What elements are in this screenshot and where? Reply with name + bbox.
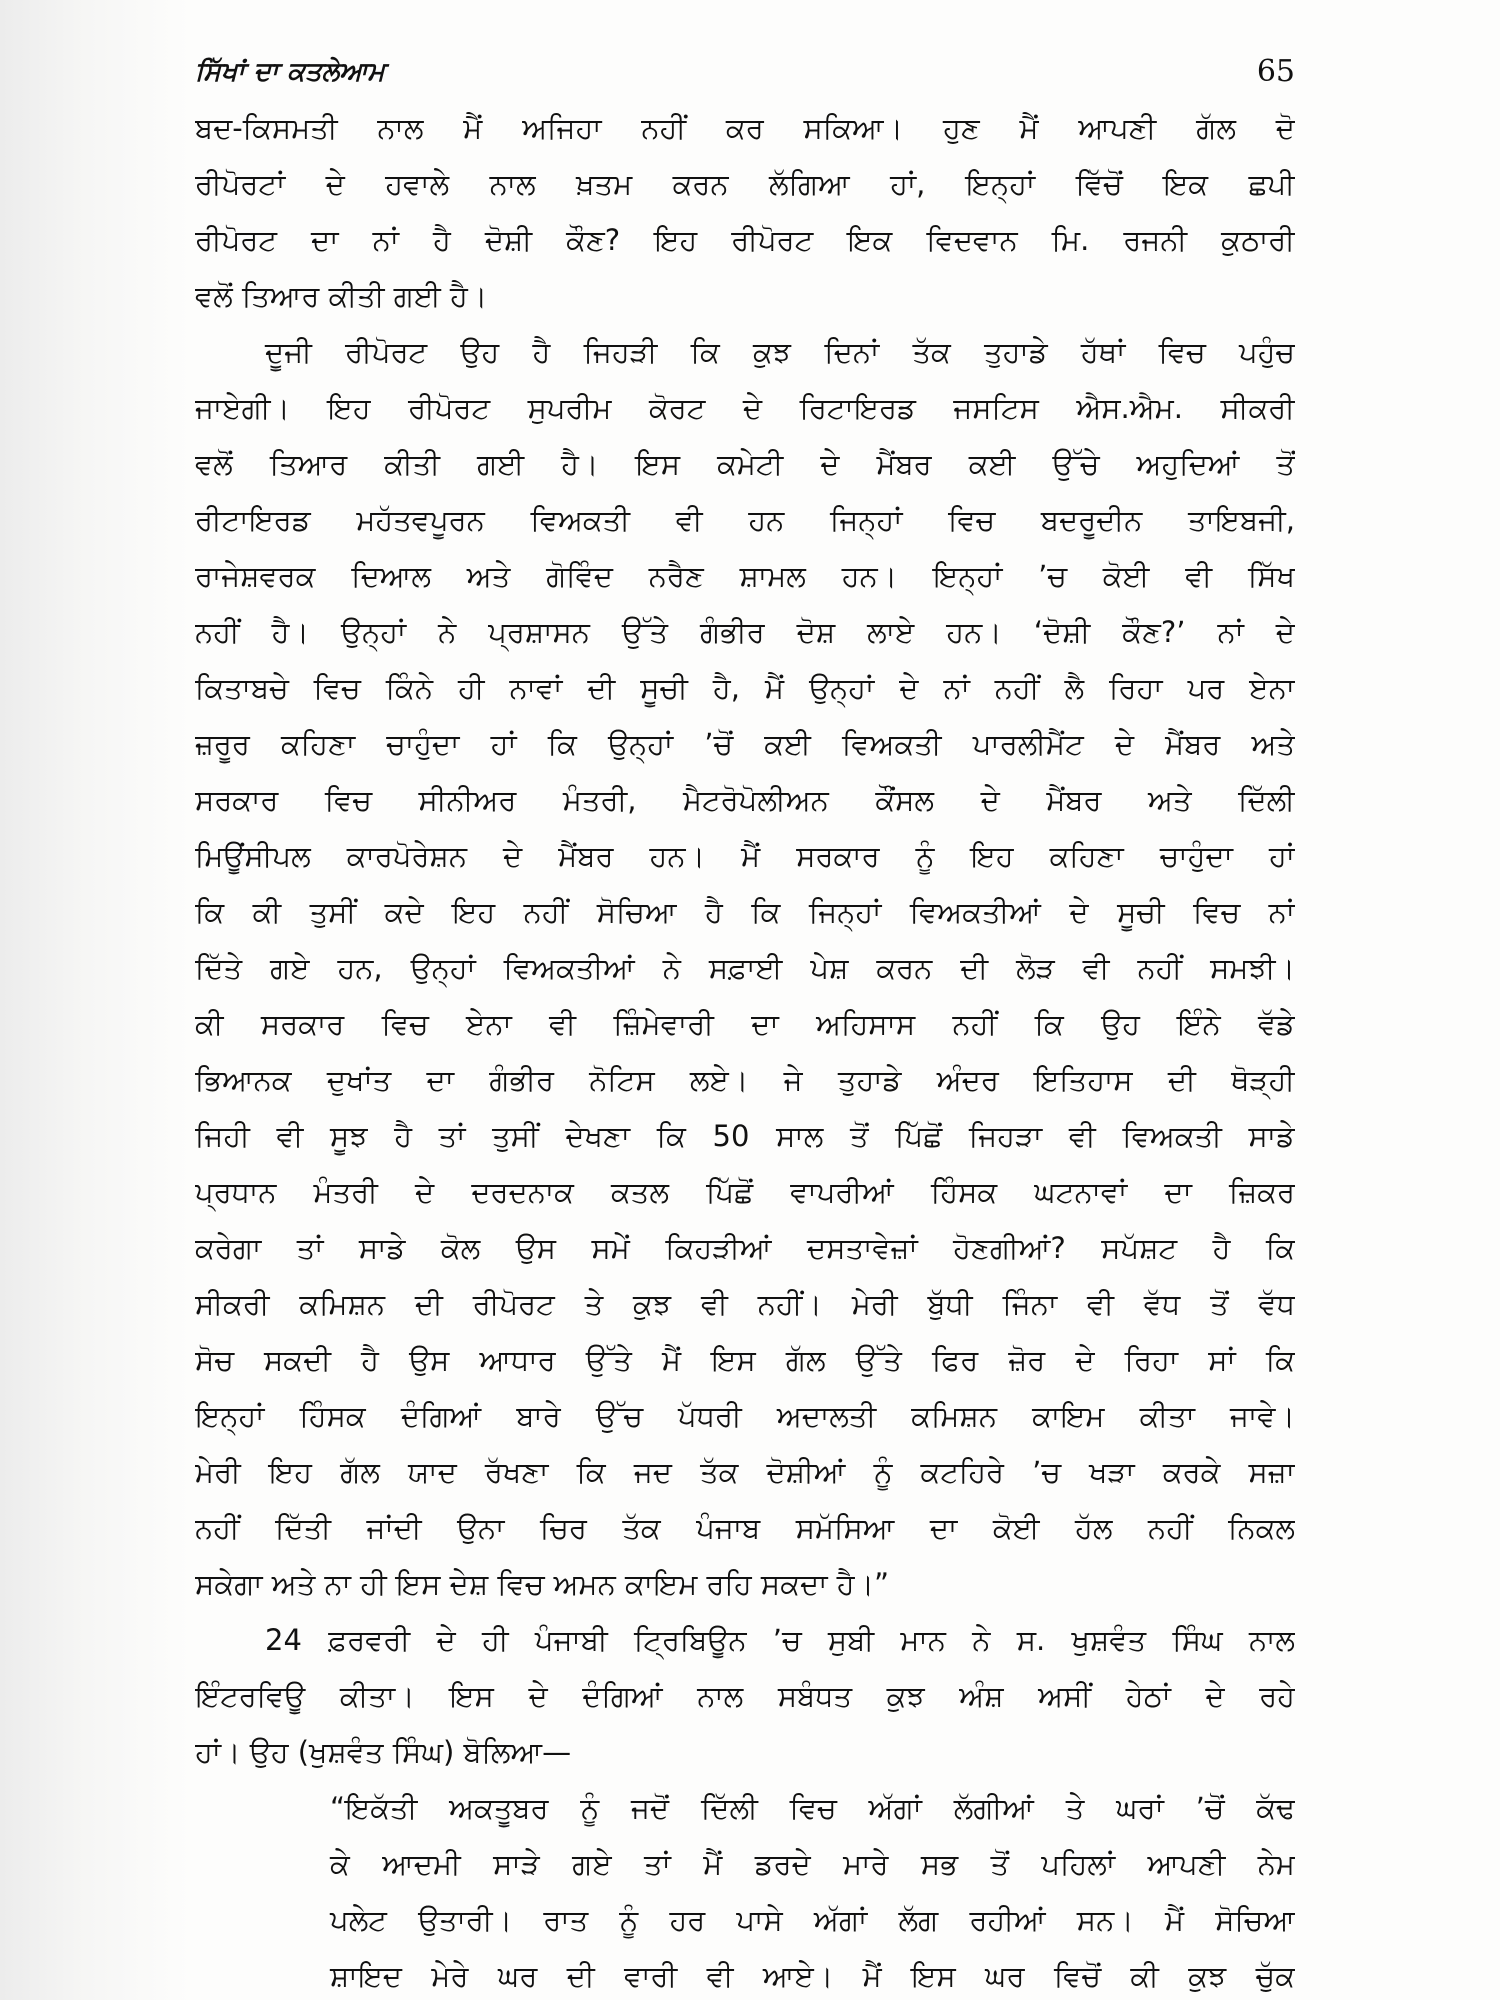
text-line: ਕਿ ਕੀ ਤੁਸੀਂ ਕਦੇ ਇਹ ਨਹੀਂ ਸੋਚਿਆ ਹੈ ਕਿ ਜਿਨ੍ਹਾਂ ਵਿਅਕਤੀਆਂ ਦੇ ਸੂਚੀ ਵਿਚ ਨਾਂ — [195, 895, 1295, 929]
text-line: ਦਿੱਤੇ ਗਏ ਹਨ, ਉਨ੍ਹਾਂ ਵਿਅਕਤੀਆਂ ਨੇ ਸਫ਼ਾਈ ਪੇਸ਼ ਕਰਨ ਦੀ ਲੋੜ ਵੀ ਨਹੀਂ ਸਮਝੀ। — [195, 951, 1295, 985]
quote-line: ਪਲੇਟ ਉਤਾਰੀ। ਰਾਤ ਨੂੰ ਹਰ ਪਾਸੇ ਅੱਗਾਂ ਲੱਗ ਰਹੀਆਂ ਸਨ। ਮੈਂ ਸੋਚਿਆ — [330, 1903, 1295, 1937]
text-line: ਵਲੋਂ ਤਿਆਰ ਕੀਤੀ ਗਈ ਹੈ। — [195, 279, 488, 313]
running-title: ਸਿੱਖਾਂ ਦਾ ਕਤਲੇਆਮ — [195, 57, 385, 87]
text-line: ਕਿਤਾਬਚੇ ਵਿਚ ਕਿੰਨੇ ਹੀ ਨਾਵਾਂ ਦੀ ਸੂਚੀ ਹੈ, ਮੈਂ ਉਨ੍ਹਾਂ ਦੇ ਨਾਂ ਨਹੀਂ ਲੈ ਰਿਹਾ ਪਰ ਏਨਾ — [195, 671, 1295, 705]
text-line: ਰੀਪੋਰਟ ਦਾ ਨਾਂ ਹੈ ਦੋਸ਼ੀ ਕੌਣ? ਇਹ ਰੀਪੋਰਟ ਇਕ ਵਿਦਵਾਨ ਮਿ. ਰਜਨੀ ਕੁਠਾਰੀ — [195, 223, 1295, 257]
text-line: ਮੇਰੀ ਇਹ ਗੱਲ ਯਾਦ ਰੱਖਣਾ ਕਿ ਜਦ ਤੱਕ ਦੋਸ਼ੀਆਂ ਨੂੰ ਕਟਹਿਰੇ ’ਚ ਖੜਾ ਕਰਕੇ ਸਜ਼ਾ — [195, 1455, 1295, 1489]
text-line: ਜਿਹੀ ਵੀ ਸੂਝ ਹੈ ਤਾਂ ਤੁਸੀਂ ਦੇਖਣਾ ਕਿ 50 ਸਾਲ ਤੋਂ ਪਿੱਛੋਂ ਜਿਹੜਾ ਵੀ ਵਿਅਕਤੀ ਸਾਡੇ — [195, 1119, 1295, 1153]
text-line: ਨਹੀਂ ਹੈ। ਉਨ੍ਹਾਂ ਨੇ ਪ੍ਰਸ਼ਾਸਨ ਉੱਤੇ ਗੰਭੀਰ ਦੋਸ਼ ਲਾਏ ਹਨ। ‘ਦੋਸ਼ੀ ਕੌਣ?’ ਨਾਂ ਦੇ — [195, 615, 1295, 649]
text-line: ਸਰਕਾਰ ਵਿਚ ਸੀਨੀਅਰ ਮੰਤਰੀ, ਮੈਟਰੋਪੋਲੀਅਨ ਕੌਂਸਲ ਦੇ ਮੈਂਬਰ ਅਤੇ ਦਿੱਲੀ — [195, 783, 1295, 817]
text-line: 24 ਫ਼ਰਵਰੀ ਦੇ ਹੀ ਪੰਜਾਬੀ ਟ੍ਰਿਬਿਊਨ ’ਚ ਸੁਬੀ ਮਾਨ ਨੇ ਸ. ਖੁਸ਼ਵੰਤ ਸਿੰਘ ਨਾਲ — [265, 1623, 1295, 1657]
binding-shadow — [0, 0, 190, 2000]
quote-line: ਕੇ ਆਦਮੀ ਸਾੜੇ ਗਏ ਤਾਂ ਮੈਂ ਡਰਦੇ ਮਾਰੇ ਸਭ ਤੋਂ ਪਹਿਲਾਂ ਆਪਣੀ ਨੇਮ — [330, 1847, 1295, 1881]
text-line: ਜਾਏਗੀ। ਇਹ ਰੀਪੋਰਟ ਸੁਪਰੀਮ ਕੋਰਟ ਦੇ ਰਿਟਾਇਰਡ ਜਸਟਿਸ ਐਸ.ਐਮ. ਸੀਕਰੀ — [195, 391, 1295, 425]
text-line: ਕੀ ਸਰਕਾਰ ਵਿਚ ਏਨਾ ਵੀ ਜ਼ਿੰਮੇਵਾਰੀ ਦਾ ਅਹਿਸਾਸ ਨਹੀਂ ਕਿ ਉਹ ਇੰਨੇ ਵੱਡੇ — [195, 1007, 1295, 1041]
text-line: ਇਨ੍ਹਾਂ ਹਿੰਸਕ ਦੰਗਿਆਂ ਬਾਰੇ ਉੱਚ ਪੱਧਰੀ ਅਦਾਲਤੀ ਕਮਿਸ਼ਨ ਕਾਇਮ ਕੀਤਾ ਜਾਵੇ। — [195, 1399, 1295, 1433]
running-head — [195, 52, 1295, 92]
text-line: ਵਲੋਂ ਤਿਆਰ ਕੀਤੀ ਗਈ ਹੈ। ਇਸ ਕਮੇਟੀ ਦੇ ਮੈਂਬਰ ਕਈ ਉੱਚੇ ਅਹੁਦਿਆਂ ਤੋਂ — [195, 447, 1295, 481]
text-line: ਸਕੇਗਾ ਅਤੇ ਨਾ ਹੀ ਇਸ ਦੇਸ਼ ਵਿਚ ਅਮਨ ਕਾਇਮ ਰਹਿ ਸਕਦਾ ਹੈ।” — [195, 1567, 890, 1601]
text-line: ਰਾਜੇਸ਼ਵਰਕ ਦਿਆਲ ਅਤੇ ਗੋਵਿੰਦ ਨਰੈਣ ਸ਼ਾਮਲ ਹਨ। ਇਨ੍ਹਾਂ ’ਚ ਕੋਈ ਵੀ ਸਿੱਖ — [195, 559, 1295, 593]
text-line: ਸੋਚ ਸਕਦੀ ਹੈ ਉਸ ਆਧਾਰ ਉੱਤੇ ਮੈਂ ਇਸ ਗੱਲ ਉੱਤੇ ਫਿਰ ਜ਼ੋਰ ਦੇ ਰਿਹਾ ਸਾਂ ਕਿ — [195, 1343, 1295, 1377]
text-line: ਭਿਆਨਕ ਦੁਖਾਂਤ ਦਾ ਗੰਭੀਰ ਨੋਟਿਸ ਲਏ। ਜੇ ਤੁਹਾਡੇ ਅੰਦਰ ਇਤਿਹਾਸ ਦੀ ਥੋੜ੍ਹੀ — [195, 1063, 1295, 1097]
text-line: ਦੂਜੀ ਰੀਪੋਰਟ ਉਹ ਹੈ ਜਿਹੜੀ ਕਿ ਕੁਝ ਦਿਨਾਂ ਤੱਕ ਤੁਹਾਡੇ ਹੱਥਾਂ ਵਿਚ ਪਹੁੰਚ — [265, 335, 1295, 369]
text-line: ਬਦ-ਕਿਸਮਤੀ ਨਾਲ ਮੈਂ ਅਜਿਹਾ ਨਹੀਂ ਕਰ ਸਕਿਆ। ਹੁਣ ਮੈਂ ਆਪਣੀ ਗੱਲ ਦੋ — [195, 111, 1295, 145]
page-number: 65 — [1256, 54, 1295, 89]
text-line: ਜ਼ਰੂਰ ਕਹਿਣਾ ਚਾਹੁੰਦਾ ਹਾਂ ਕਿ ਉਨ੍ਹਾਂ ’ਚੋਂ ਕਈ ਵਿਅਕਤੀ ਪਾਰਲੀਮੈਂਟ ਦੇ ਮੈਂਬਰ ਅਤੇ — [195, 727, 1295, 761]
text-line: ਰੀਪੋਰਟਾਂ ਦੇ ਹਵਾਲੇ ਨਾਲ ਖ਼ਤਮ ਕਰਨ ਲੱਗਿਆ ਹਾਂ, ਇਨ੍ਹਾਂ ਵਿੱਚੋਂ ਇਕ ਛਪੀ — [195, 167, 1295, 201]
body-text — [195, 100, 1295, 2004]
quote-line: “ਇਕੱਤੀ ਅਕਤੂਬਰ ਨੂੰ ਜਦੋਂ ਦਿੱਲੀ ਵਿਚ ਅੱਗਾਂ ਲੱਗੀਆਂ ਤੇ ਘਰਾਂ ’ਚੋਂ ਕੱਢ — [330, 1791, 1295, 1825]
text-line: ਕਰੇਗਾ ਤਾਂ ਸਾਡੇ ਕੋਲ ਉਸ ਸਮੇਂ ਕਿਹੜੀਆਂ ਦਸਤਾਵੇਜ਼ਾਂ ਹੋਣਗੀਆਂ? ਸਪੱਸ਼ਟ ਹੈ ਕਿ — [195, 1231, 1295, 1265]
text-line: ਨਹੀਂ ਦਿੱਤੀ ਜਾਂਦੀ ਉਨਾ ਚਿਰ ਤੱਕ ਪੰਜਾਬ ਸਮੱਸਿਆ ਦਾ ਕੋਈ ਹੱਲ ਨਹੀਂ ਨਿਕਲ — [195, 1511, 1295, 1545]
text-line: ਸੀਕਰੀ ਕਮਿਸ਼ਨ ਦੀ ਰੀਪੋਰਟ ਤੇ ਕੁਝ ਵੀ ਨਹੀਂ। ਮੇਰੀ ਬੁੱਧੀ ਜਿੰਨਾ ਵੀ ਵੱਧ ਤੋਂ ਵੱਧ — [195, 1287, 1295, 1321]
text-line: ਮਿਊਂਸੀਪਲ ਕਾਰਪੋਰੇਸ਼ਨ ਦੇ ਮੈਂਬਰ ਹਨ। ਮੈਂ ਸਰਕਾਰ ਨੂੰ ਇਹ ਕਹਿਣਾ ਚਾਹੁੰਦਾ ਹਾਂ — [195, 839, 1295, 873]
text-line: ਇੰਟਰਵਿਊ ਕੀਤਾ। ਇਸ ਦੇ ਦੰਗਿਆਂ ਨਾਲ ਸਬੰਧਤ ਕੁਝ ਅੰਸ਼ ਅਸੀਂ ਹੇਠਾਂ ਦੇ ਰਹੇ — [195, 1679, 1295, 1713]
quote-line: ਸ਼ਾਇਦ ਮੇਰੇ ਘਰ ਦੀ ਵਾਰੀ ਵੀ ਆਏ। ਮੈਂ ਇਸ ਘਰ ਵਿਚੋਂ ਕੀ ਕੁਝ ਚੁੱਕ — [330, 1959, 1295, 1993]
text-line: ਪ੍ਰਧਾਨ ਮੰਤਰੀ ਦੇ ਦਰਦਨਾਕ ਕਤਲ ਪਿੱਛੋਂ ਵਾਪਰੀਆਂ ਹਿੰਸਕ ਘਟਨਾਵਾਂ ਦਾ ਜ਼ਿਕਰ — [195, 1175, 1295, 1209]
text-line: ਹਾਂ। ਉਹ (ਖੁਸ਼ਵੰਤ ਸਿੰਘ) ਬੋਲਿਆ— — [195, 1735, 572, 1769]
text-line: ਰੀਟਾਇਰਡ ਮਹੱਤਵਪੂਰਨ ਵਿਅਕਤੀ ਵੀ ਹਨ ਜਿਨ੍ਹਾਂ ਵਿਚ ਬਦਰੂਦੀਨ ਤਾਇਬਜੀ, — [195, 503, 1295, 537]
